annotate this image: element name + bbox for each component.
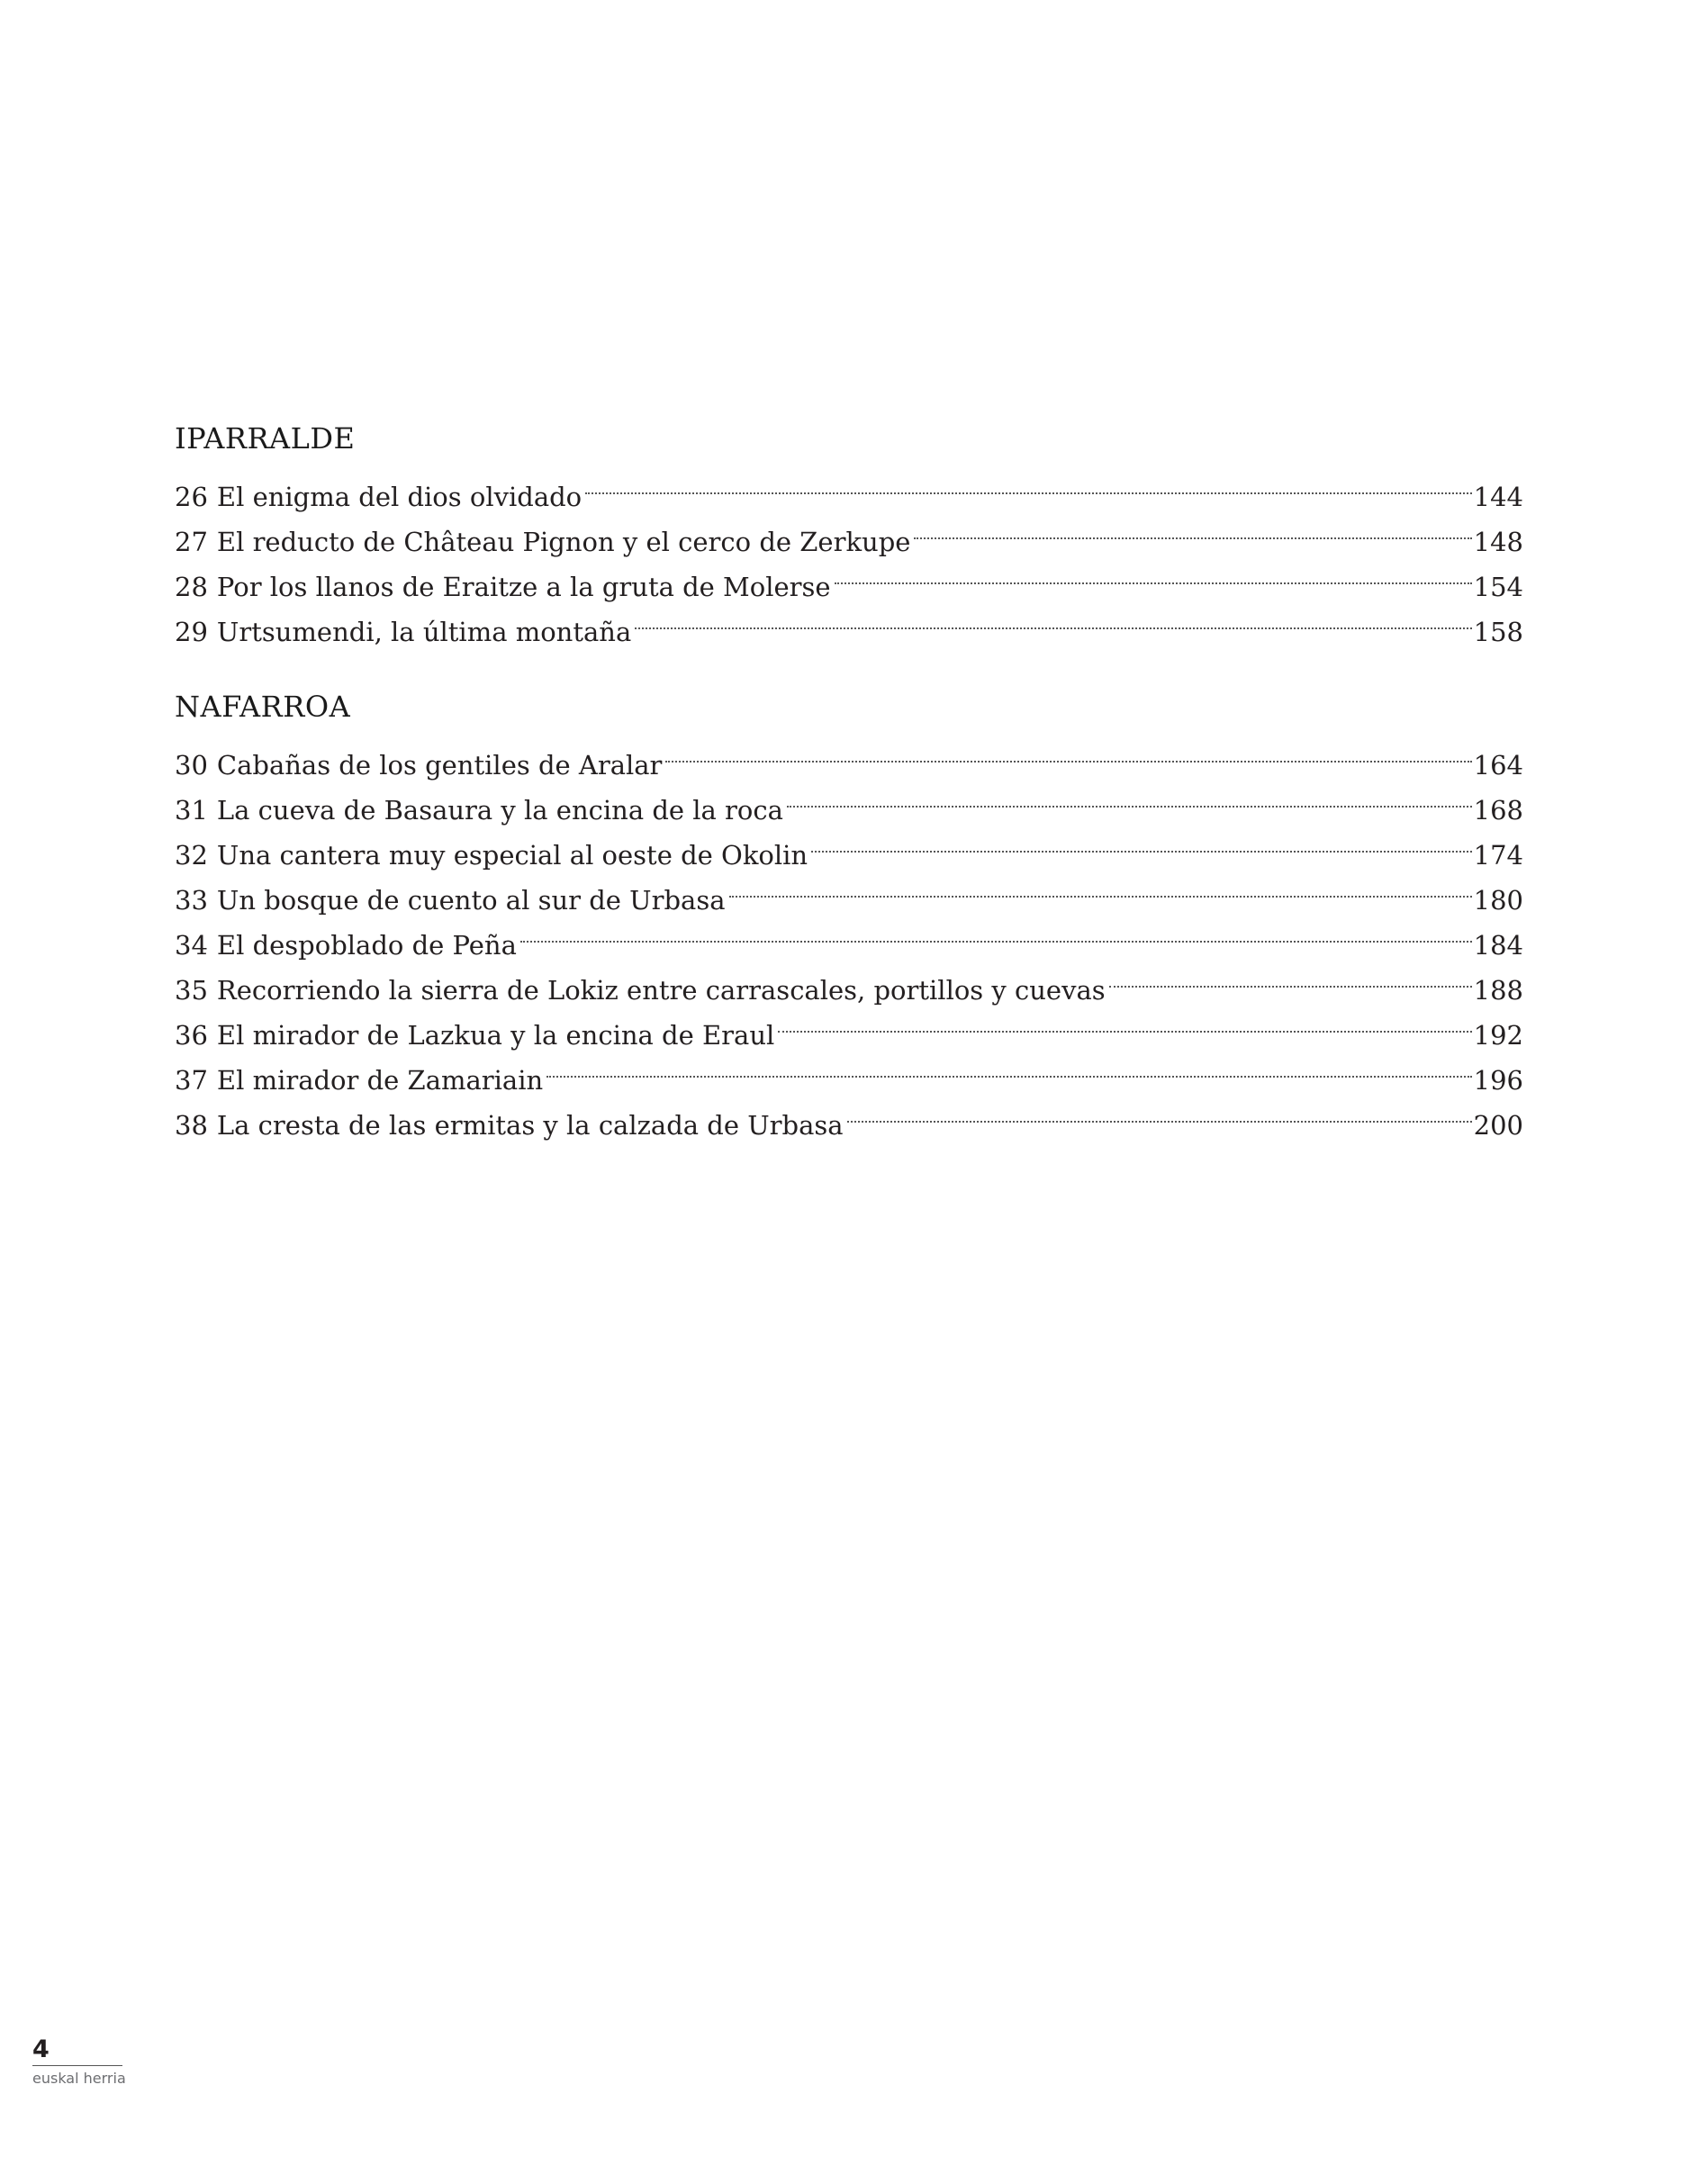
entry-number: 29 <box>175 617 208 647</box>
section-title: NAFARROA <box>175 690 351 724</box>
dot-leader <box>665 729 1471 774</box>
entry-title: La cresta de las ermitas y la calzada de Urbasa <box>216 1110 844 1141</box>
page-footer <box>32 2036 126 2088</box>
toc-entry <box>175 461 1523 512</box>
dot-leader <box>787 774 1472 819</box>
entry-number: 27 <box>175 527 208 557</box>
page-number: 4 <box>32 2035 50 2063</box>
dot-leader <box>729 864 1472 909</box>
entry-page: 192 <box>1473 1020 1523 1051</box>
entry-number: 31 <box>175 795 208 826</box>
entry-number: 30 <box>175 750 208 781</box>
entry-page: 188 <box>1473 975 1523 1006</box>
entry-number: 26 <box>175 482 208 512</box>
dot-leader <box>847 1089 1472 1134</box>
entry-title: El mirador de Lazkua y la encina de Eraul <box>216 1020 775 1051</box>
entry-number: 38 <box>175 1110 208 1141</box>
entry-title: Un bosque de cuento al sur de Urbasa <box>216 885 726 916</box>
entry-title: El enigma del dios olvidado <box>216 482 583 512</box>
entry-page: 164 <box>1473 750 1523 781</box>
entry-title: Por los llanos de Eraitze a la gruta de Molerse <box>216 572 831 602</box>
entry-page: 196 <box>1473 1065 1523 1096</box>
entry-title: El despoblado de Peña <box>216 930 517 961</box>
dot-leader <box>635 596 1471 641</box>
entry-page: 148 <box>1473 527 1523 557</box>
entry-number: 35 <box>175 975 208 1006</box>
entry-page: 154 <box>1473 572 1523 602</box>
dot-leader <box>835 551 1472 596</box>
entry-page: 200 <box>1473 1110 1523 1141</box>
entry-page: 180 <box>1473 885 1523 916</box>
entry-number: 33 <box>175 885 208 916</box>
entry-page: 158 <box>1473 617 1523 647</box>
footer-rule <box>32 2065 122 2066</box>
entry-title: Urtsumendi, la última montaña <box>216 617 632 647</box>
entry-title: El reducto de Château Pignon y el cerco de Zerkupe <box>216 527 911 557</box>
dot-leader <box>520 909 1472 954</box>
entry-title: La cueva de Basaura y la encina de la roca <box>216 795 783 826</box>
entry-page: 174 <box>1473 840 1523 871</box>
entry-page: 184 <box>1473 930 1523 961</box>
dot-leader <box>811 819 1472 864</box>
toc-section-iparralde <box>175 416 1523 647</box>
entry-number: 37 <box>175 1065 208 1096</box>
entry-number: 34 <box>175 930 208 961</box>
entry-page: 168 <box>1473 795 1523 826</box>
dot-leader <box>914 506 1471 551</box>
entry-title: Recorriendo la sierra de Lokiz entre carrascales, portillos y cuevas <box>216 975 1106 1006</box>
entry-number: 28 <box>175 572 208 602</box>
dot-leader <box>546 1044 1471 1089</box>
dot-leader <box>778 999 1471 1044</box>
toc-section-nafarroa <box>175 684 1523 1141</box>
section-title: IPARRALDE <box>175 421 356 456</box>
entry-title: El mirador de Zamariain <box>216 1065 544 1096</box>
dot-leader <box>585 461 1471 506</box>
entry-title: Cabañas de los gentiles de Aralar <box>216 750 663 781</box>
entry-number: 36 <box>175 1020 208 1051</box>
entry-title: Una cantera muy especial al oeste de Okolin <box>216 840 808 871</box>
entry-page: 144 <box>1473 482 1523 512</box>
entry-number: 32 <box>175 840 208 871</box>
toc-entry <box>175 729 1523 781</box>
dot-leader <box>1109 954 1472 999</box>
publication-name: euskal herria <box>32 2070 126 2087</box>
table-of-contents <box>175 416 1523 1141</box>
